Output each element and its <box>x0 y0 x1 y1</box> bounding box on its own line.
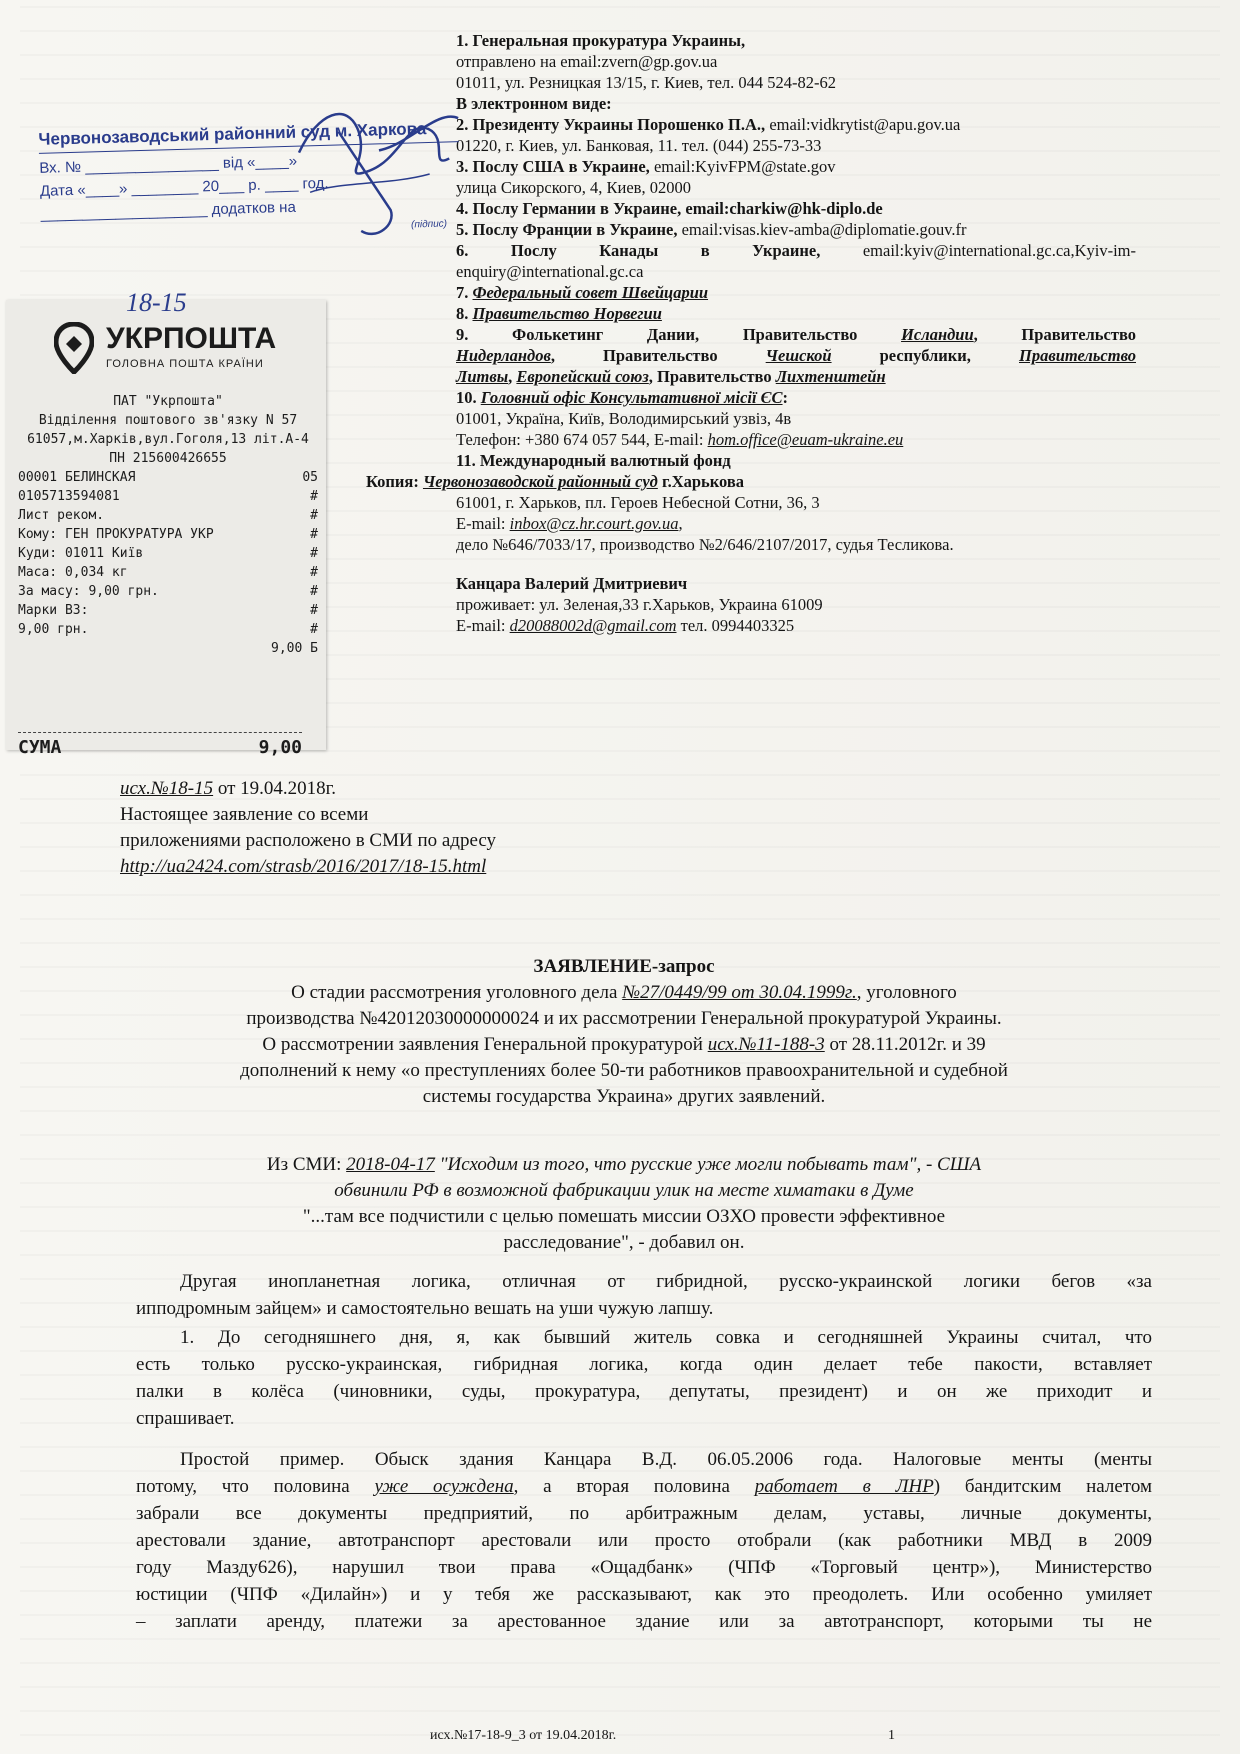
receipt-total: СУМА 9,00 <box>18 732 302 758</box>
recipient-6-email: enquiry@international.gc.ca <box>456 262 644 281</box>
outgoing-note-line1: Настоящее заявление со всеми <box>120 804 369 825</box>
receipt-row-label: Кому: ГЕН ПРОКУРАТУРА УКР <box>18 527 214 542</box>
body-p1-l2: есть только русско-украинская, гибридная логика, когда один делает тебе пакости, вставляет <box>136 1354 1152 1375</box>
recipient-10: 10. Головний офіс Консультативної місії ЄС: <box>456 388 789 407</box>
receipt-row-value: # <box>310 508 318 523</box>
media-line1: Из СМИ: 2018-04-17 "Исходим из того, что русские уже могли побывать там", - США <box>266 1154 982 1175</box>
receipt-company: ПАТ "Укрпошта" <box>113 394 223 409</box>
receipt-row-label: Куди: 01011 Київ <box>18 546 144 561</box>
title-line5: системы государства Украина» других заявлений. <box>422 1086 826 1107</box>
receipt-row-value: 9,00 Б <box>271 641 318 656</box>
recipient-4: 4. Послу Германии в Украине, email:charkiw@hk-diplo.de <box>456 199 883 218</box>
postal-receipt <box>6 288 326 758</box>
receipt-row <box>18 639 318 658</box>
body-p2-l5: году Мазду626), нарушил твои права «Ощадбанк» (ЧПФ «Торговый центр»), Министерство <box>136 1557 1152 1578</box>
recipient-10-contact: Телефон: +380 674 057 544, E-mail: hom.office@euam-ukraine.eu <box>456 430 904 449</box>
recipient-1: 1. Генеральная прокуратура Украины, <box>456 31 746 50</box>
copy-line: Копия: Червонозаводской районный суд г.Харькова <box>366 472 745 491</box>
outgoing-note-line2: приложениями расположено в СМИ по адресу <box>120 830 497 851</box>
media-url-link[interactable]: http://ua2424.com/strasb/2016/2017/18-15.html <box>120 856 487 877</box>
receipt-row-label: Марки ВЗ: <box>18 603 89 618</box>
body-p2-l6: юстиции (ЧПФ «Дилайн») и у тебя же рассказывают, как это преодолеть. Или особенно умиляет <box>136 1584 1152 1605</box>
page-number: 1 <box>888 1728 895 1743</box>
receipt-row <box>18 601 318 620</box>
recipient-10-email-link[interactable]: hom.office@euam-ukraine.eu <box>707 430 904 449</box>
court-registration-stamp <box>38 118 461 260</box>
receipt-row-label: 9,00 грн. <box>18 622 89 637</box>
receipt-row <box>18 468 318 487</box>
statement-heading: ЗАЯВЛЕНИЕ-запрос <box>533 956 715 977</box>
recipient-6: 6. Послу Канады в Украине, email:kyiv@international.gc.ca,Kyiv-im- <box>456 241 1136 260</box>
body-p2-l7: – заплати аренду, платежи за арестованное здание или за автотранспорт, которыми ты не <box>136 1611 1152 1632</box>
receipt-row-value: # <box>310 565 318 580</box>
receipt-lines <box>18 392 318 658</box>
statement-title <box>124 954 1124 1110</box>
receipt-row-label: 0105713594081 <box>18 489 120 504</box>
recipient-9-line2: Нидерландов, Правительство Чешской республики, Правительство <box>456 346 1136 365</box>
receipt-row-label: 00001 БЕЛИНСКАЯ <box>18 470 136 485</box>
copy-case: дело №646/7033/17, производство №2/646/2107/2017, судья Тесликова. <box>456 535 954 554</box>
handwritten-signature <box>277 88 481 254</box>
stamp-court-name: Червонозаводський районний суд м. Харкова <box>38 118 459 154</box>
copy-email: E-mail: inbox@cz.hr.court.gov.ua, <box>456 514 683 533</box>
recipient-9-line3: Литвы, Европейский союз, Правительство Лихтенштейн <box>456 367 886 386</box>
body-p0-l1: Другая инопланетная логика, отличная от гибридной, русско-украинской логики бегов «за <box>180 1271 1152 1292</box>
recipient-5: 5. Послу Франции в Украине, email:visas.kiev-amba@diplomatie.gouv.fr <box>456 220 967 239</box>
media-line3: "...там все подчистили с целью помешать миссии ОЗХО провести эффективное <box>302 1206 946 1227</box>
receipt-row-label: За масу: 9,00 грн. <box>18 584 159 599</box>
location-pin-icon <box>54 322 94 374</box>
media-quote <box>124 1152 1124 1256</box>
stamp-incoming-number: Вх. № ________________ від «____» <box>39 152 298 177</box>
page-footer <box>430 1728 930 1744</box>
receipt-row <box>18 525 318 544</box>
receipt-row <box>18 544 318 563</box>
court-email-link[interactable]: inbox@cz.hr.court.gov.ua <box>509 514 679 533</box>
receipt-row-value: # <box>310 546 318 561</box>
receipt-row-value: # <box>310 584 318 599</box>
body-p2-l1: Простой пример. Обыск здания Канцара В.Д. 06.05.2006 года. Налоговые менты (менты <box>180 1449 1152 1470</box>
recipient-11: 11. Международный валютный фонд <box>456 451 731 470</box>
recipient-9-line1: 9. Фолькетинг Дании, Правительство Исландии, Правительство <box>456 325 1136 344</box>
body-p2-l4: арестовали здание, автотранспорт арестовали или просто отобрали (как работники МВД в 2009 <box>136 1530 1152 1551</box>
sender-contact: E-mail: d20088002d@gmail.com тел. 0994403325 <box>456 616 795 635</box>
recipient-3: 3. Послу США в Украине, email:KyivFPM@state.gov <box>456 157 836 176</box>
receipt-row <box>18 506 318 525</box>
recipient-3-address: улица Сикорского, 4, Киев, 02000 <box>456 178 691 197</box>
electronic-heading: В электронном виде: <box>456 94 612 113</box>
body-p1-l1: 1. До сегодняшнего дня, я, как бывший житель совка и сегодняшней Украины считал, что <box>180 1327 1152 1348</box>
title-line1: О стадии рассмотрения уголовного дела №27/0449/99 от 30.04.1999г., уголовного <box>291 982 957 1003</box>
receipt-office: Відділення поштового зв'язку N 57 <box>38 413 298 428</box>
media-date-link[interactable]: 2018-04-17 <box>346 1154 435 1175</box>
title-line2: производства №42012030000000024 и их рассмотрении Генеральной прокуратурой Украины. <box>246 1008 1002 1029</box>
recipient-8: 8. Правительство Норвегии <box>456 304 662 323</box>
recipient-1-address: 01011, ул. Резницкая 13/15, г. Киев, тел. 044 524-82-62 <box>456 73 837 92</box>
receipt-row-value: 05 <box>302 470 318 485</box>
media-line4: расследование", - добавил он. <box>503 1232 745 1253</box>
receipt-pn: ПН 215600426655 <box>109 451 227 466</box>
receipt-row-label: Маса: 0,034 кг <box>18 565 128 580</box>
outgoing-number: исх.№18-15 от 19.04.2018г. <box>120 778 337 799</box>
recipient-2-address: 01220, г. Киев, ул. Банковая, 11. тел. (044) 255-73-33 <box>456 136 822 155</box>
receipt-row <box>18 582 318 601</box>
body-p1-l4: спрашивает. <box>136 1408 235 1429</box>
body-p2-l2: потому, что половина уже осуждена, а вторая половина работает в ЛНР) бандитским налетом <box>136 1476 1153 1497</box>
stamp-date: Дата «____» ________ 20___ р. ____ год. <box>39 174 329 200</box>
receipt-row-value: # <box>310 489 318 504</box>
recipient-2: 2. Президенту Украины Порошенко П.А., email:vidkrytist@apu.gov.ua <box>456 115 961 134</box>
sender-email-link[interactable]: d20088002d@gmail.com <box>509 616 677 635</box>
stamp-attachments: ____________________ додатков на <box>40 198 297 223</box>
receipt-row <box>18 620 318 639</box>
media-line2: обвинили РФ в возможной фабрикации улик на месте химатаки в Думе <box>334 1180 914 1201</box>
stamp-signature-caption: (підпис) <box>410 218 448 231</box>
receipt-row-label: Лист реком. <box>18 508 105 523</box>
handwritten-number: 18-15 <box>126 288 187 317</box>
sender-address: проживает: ул. Зеленая,33 г.Харьков, Украина 61009 <box>456 595 823 614</box>
title-line3: О рассмотрении заявления Генеральной прокуратурой исх.№11-188-3 от 28.11.2012г. и 39 <box>262 1034 986 1055</box>
body-p2-l3: забрали все документы предприятий, по арбитражным делам, уставы, личные документы, <box>136 1503 1152 1524</box>
body-p0-l2: ипподромным зайцем» и самостоятельно вешать на уши чужую лапшу. <box>136 1298 714 1319</box>
receipt-row <box>18 563 318 582</box>
body-text <box>136 1268 1152 1635</box>
title-line4: дополнений к нему «о преступлениях более 50-ти работников правоохранительной и судебной <box>240 1060 1008 1081</box>
footer-reference: исх.№17-18-9_3 от 19.04.2018г. <box>430 1728 617 1743</box>
copy-address: 61001, г. Харьков, пл. Героев Небесной Сотни, 36, 3 <box>456 493 820 512</box>
receipt-rows <box>18 468 318 658</box>
receipt-row-value: # <box>310 527 318 542</box>
receipt-row-value: # <box>310 622 318 637</box>
receipt-row <box>18 487 318 506</box>
recipient-1-email: отправлено на email:zvern@gp.gov.ua <box>456 52 718 71</box>
body-p1-l3: палки в колёса (чиновники, суды, прокуратура, депутаты, президент) и он же приходит и <box>136 1381 1152 1402</box>
receipt-brand-sub: ГОЛОВНА ПОШТА КРАЇНИ <box>106 358 264 370</box>
sender-name: Канцара Валерий Дмитриевич <box>456 574 688 593</box>
recipient-7: 7. Федеральный совет Швейцарии <box>456 283 709 302</box>
receipt-row-value: # <box>310 603 318 618</box>
receipt-brand: УКРПОШТА <box>106 322 277 355</box>
receipt-address: 61057,м.Харків,вул.Гоголя,13 літ.А-4 <box>27 432 309 447</box>
recipient-10-address: 01001, Україна, Київ, Володимирський узвіз, 4в <box>456 409 792 428</box>
outgoing-reference <box>120 776 680 880</box>
